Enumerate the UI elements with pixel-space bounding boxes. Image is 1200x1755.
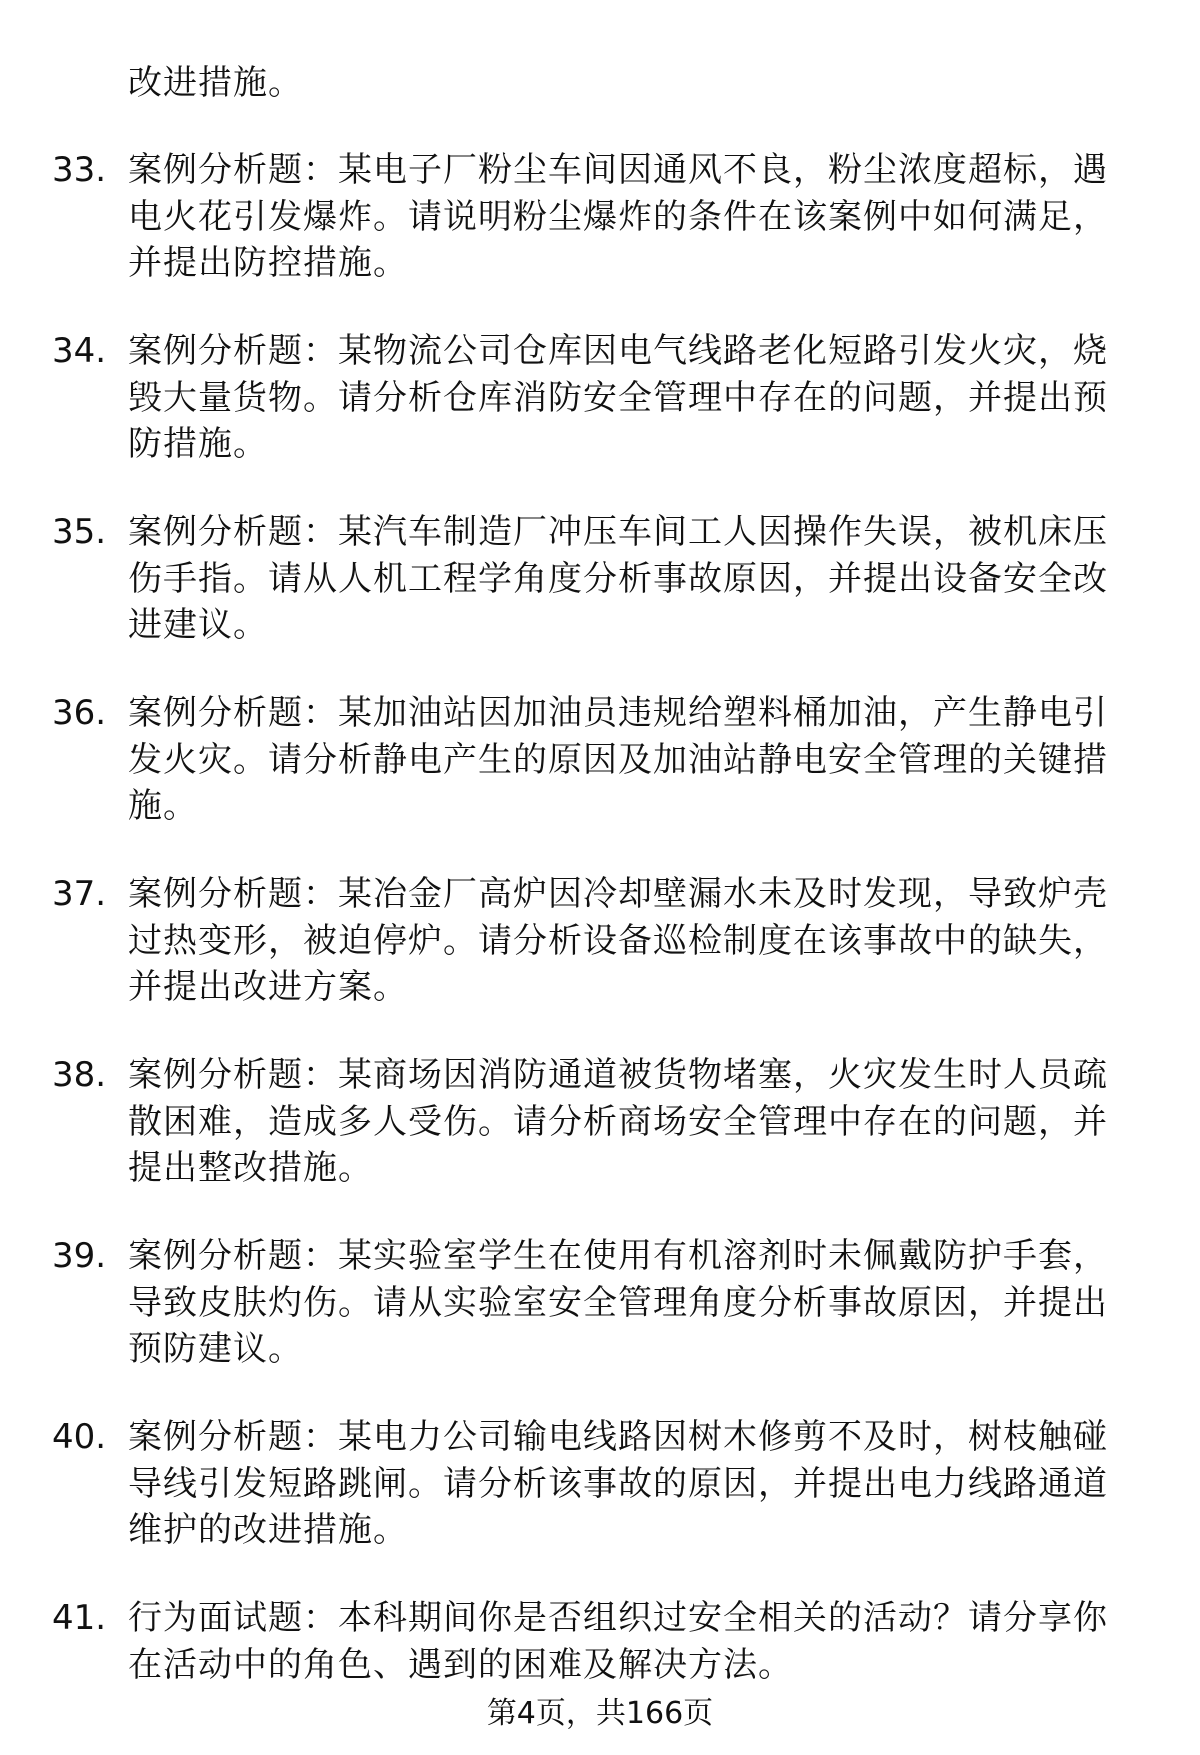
page-footer: 第4页，共166页 [486, 1696, 714, 1731]
question-text-line: 提出整改措施。 [128, 1148, 373, 1188]
question-number: 41. [52, 1598, 107, 1638]
question-text-line: 散困难，造成多人受伤。请分析商场安全管理中存在的问题，并 [128, 1101, 1108, 1142]
question-text-line: 案例分析题：某物流公司仓库因电气线路老化短路引发火灾，烧 [128, 331, 1108, 371]
question-text-line: 并提出防控措施。 [128, 243, 408, 283]
continuation-text: 改进措施。 [128, 63, 303, 103]
question-text-line: 维护的改进措施。 [128, 1510, 408, 1550]
question-text-line: 进建议。 [128, 605, 268, 645]
question-text-line: 案例分析题：某电子厂粉尘车间因通风不良，粉尘浓度超标，遇 [128, 150, 1108, 190]
question-text-line: 过热变形，被迫停炉。请分析设备巡检制度在该事故中的缺失， [128, 920, 1108, 961]
question-number: 34. [52, 331, 107, 371]
question-text-line: 案例分析题：某汽车制造厂冲压车间工人因操作失误，被机床压 [128, 512, 1108, 552]
question-text-line: 伤手指。请从人机工程学角度分析事故原因，并提出设备安全改 [128, 558, 1108, 599]
question-text-line: 施。 [128, 786, 198, 826]
question-text-line: 防措施。 [128, 424, 268, 464]
question-text-line: 案例分析题：某商场因消防通道被货物堵塞，火灾发生时人员疏 [128, 1055, 1108, 1095]
question-number: 37. [52, 874, 107, 914]
question-number: 33. [52, 150, 107, 190]
question-number: 40. [52, 1417, 107, 1457]
question-text-line: 并提出改进方案。 [128, 967, 408, 1007]
question-text-line: 预防建议。 [128, 1329, 303, 1369]
question-text-line: 在活动中的角色、遇到的困难及解决方法。 [128, 1644, 793, 1685]
question-text-line: 毁大量货物。请分析仓库消防安全管理中存在的问题，并提出预 [128, 377, 1108, 418]
question-number: 39. [52, 1236, 107, 1276]
question-number: 38. [52, 1055, 107, 1095]
question-text-line: 案例分析题：某冶金厂高炉因冷却壁漏水未及时发现，导致炉壳 [128, 874, 1108, 914]
question-number: 35. [52, 512, 107, 552]
question-text-line: 发火灾。请分析静电产生的原因及加油站静电安全管理的关键措 [128, 739, 1108, 780]
question-text-line: 电火花引发爆炸。请说明粉尘爆炸的条件在该案例中如何满足， [128, 196, 1108, 237]
question-text-line: 案例分析题：某加油站因加油员违规给塑料桶加油，产生静电引 [128, 693, 1108, 733]
question-text-line: 行为面试题：本科期间你是否组织过安全相关的活动？请分享你 [128, 1598, 1108, 1638]
question-text-line: 案例分析题：某实验室学生在使用有机溶剂时未佩戴防护手套， [128, 1236, 1108, 1276]
question-text-line: 导致皮肤灼伤。请从实验室安全管理角度分析事故原因，并提出 [128, 1282, 1108, 1323]
question-number: 36. [52, 693, 107, 733]
question-text-line: 导线引发短路跳闸。请分析该事故的原因，并提出电力线路通道 [128, 1463, 1108, 1504]
question-text-line: 案例分析题：某电力公司输电线路因树木修剪不及时，树枝触碰 [128, 1417, 1108, 1457]
